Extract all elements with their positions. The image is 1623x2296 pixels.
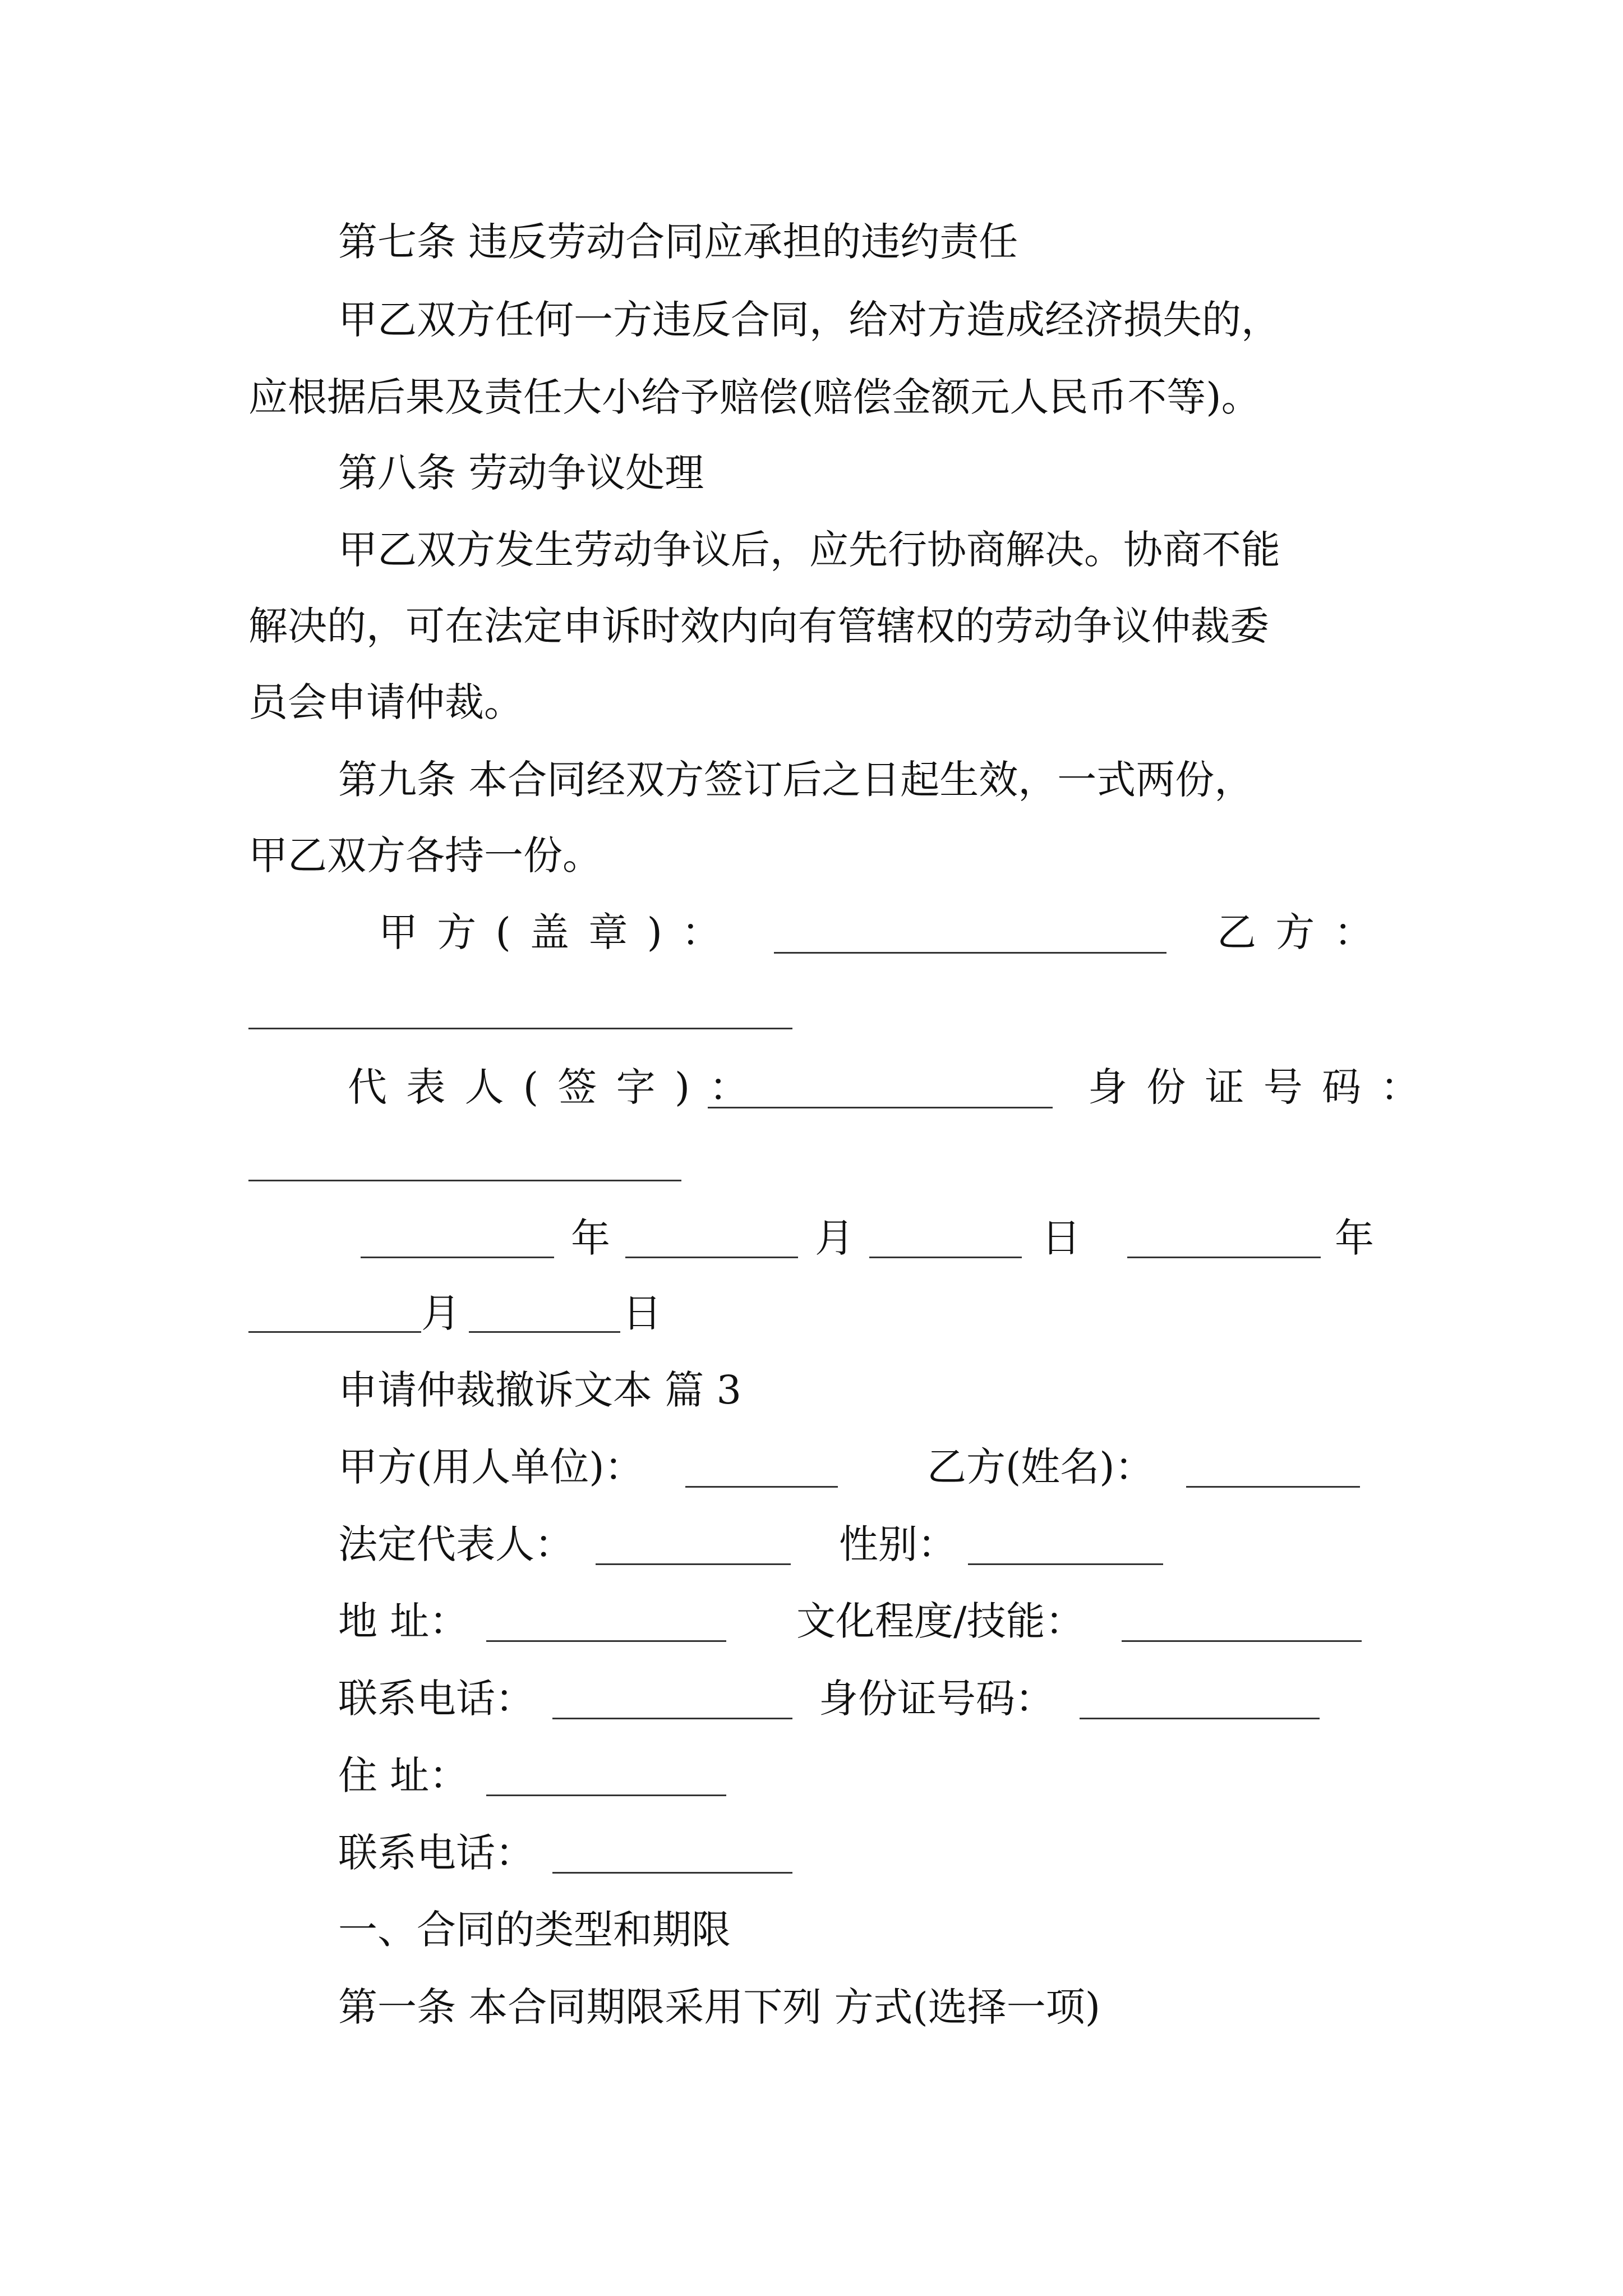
residence-label: 住 址： — [338, 1752, 469, 1798]
article-8-line-3: 员会申请仲裁。 — [248, 679, 523, 725]
representative-signature-label: 代 表 人 ( 签 字 ) ： — [348, 1064, 752, 1110]
date-b-month-label: 月 — [421, 1290, 460, 1336]
representative-signature-blank[interactable] — [708, 1107, 1053, 1108]
date-a-month-label: 月 — [815, 1215, 854, 1261]
phone-blank[interactable] — [552, 1718, 792, 1719]
phone-2-label: 联系电话： — [338, 1830, 534, 1876]
party-b-label: 乙 方 ： — [1217, 909, 1377, 955]
date-a-year-blank[interactable] — [361, 1257, 554, 1258]
party-a-seal-label: 甲 方 ( 盖 章 ) ： — [379, 909, 725, 955]
employee-id-label: 身份证号码： — [819, 1676, 1054, 1722]
id-number-label: 身 份 证 号 码 ： — [1088, 1064, 1423, 1110]
article-8-heading: 第八条 劳动争议处理 — [338, 450, 704, 496]
education-skill-blank[interactable] — [1122, 1640, 1362, 1642]
article-1-heading: 第一条 本合同期限采用下列 方式(选择一项) — [338, 1984, 1101, 2030]
date-b-day-blank[interactable] — [469, 1331, 620, 1333]
date-a-day-blank[interactable] — [869, 1257, 1022, 1258]
employer-blank[interactable] — [685, 1486, 838, 1488]
legal-representative-label: 法定代表人： — [338, 1521, 574, 1567]
id-number-blank[interactable] — [248, 1180, 681, 1181]
gender-label: 性别： — [839, 1521, 957, 1567]
date-b-year-blank[interactable] — [1127, 1257, 1321, 1258]
residence-blank[interactable] — [486, 1795, 726, 1796]
chapter-1-heading: 一、合同的类型和期限 — [338, 1907, 731, 1953]
article-8-line-1: 甲乙双方发生劳动争议后，应先行协商解决。协商不能 — [338, 527, 1280, 573]
date-a-year-label: 年 — [571, 1215, 610, 1261]
date-b-day-label: 日 — [623, 1290, 662, 1336]
address-blank[interactable] — [486, 1640, 726, 1642]
gender-blank[interactable] — [968, 1563, 1163, 1565]
employee-name-blank[interactable] — [1186, 1486, 1360, 1488]
address-label: 地 址： — [338, 1598, 469, 1644]
education-skill-label: 文化程度/技能： — [796, 1598, 1085, 1644]
article-9-line-1: 第九条 本合同经双方签订后之日起生效，一式两份， — [338, 757, 1254, 803]
article-7-line-2: 应根据后果及责任大小给予赔偿(赔偿金额元人民币不等)。 — [248, 374, 1261, 420]
party-b-blank[interactable] — [248, 1028, 792, 1029]
phone-2-blank[interactable] — [552, 1872, 792, 1874]
employer-label: 甲方(用人单位)： — [338, 1444, 644, 1490]
date-a-month-blank[interactable] — [625, 1257, 798, 1258]
legal-representative-blank[interactable] — [596, 1563, 791, 1565]
date-a-day-label: 日 — [1041, 1215, 1081, 1261]
date-b-year-label: 年 — [1335, 1215, 1374, 1261]
date-b-month-blank[interactable] — [248, 1331, 421, 1333]
article-7-line-1: 甲乙双方任何一方违反合同，给对方造成经济损失的， — [338, 297, 1280, 343]
article-8-line-2: 解决的，可在法定申诉时效内向有管辖权的劳动争议仲裁委 — [248, 603, 1269, 649]
article-7-heading: 第七条 违反劳动合同应承担的违约责任 — [338, 219, 1018, 265]
phone-label: 联系电话： — [338, 1676, 534, 1722]
section-3-title: 申请仲裁撤诉文本 篇 3 — [338, 1367, 742, 1413]
employee-id-blank[interactable] — [1080, 1718, 1320, 1719]
employee-name-label: 乙方(姓名)： — [927, 1444, 1154, 1490]
party-a-seal-blank[interactable] — [774, 952, 1166, 954]
article-9-line-2: 甲乙双方各持一份。 — [248, 832, 602, 878]
